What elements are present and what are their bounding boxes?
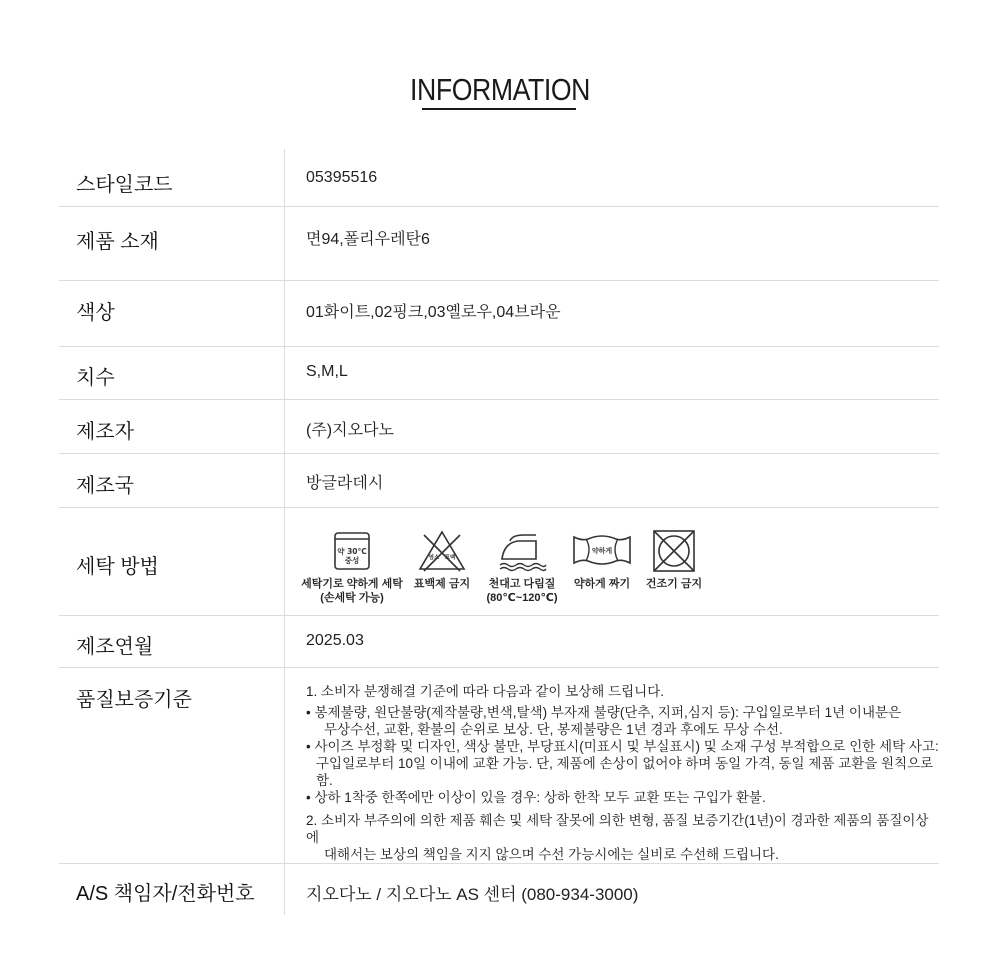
row-value: 면94,폴리우레탄6 <box>285 206 940 280</box>
gentle-wring-text: 약하게 <box>591 546 613 555</box>
info-table <box>59 149 939 915</box>
row-label: 세탁 방법 <box>59 507 285 615</box>
row-label: 제조국 <box>59 453 285 507</box>
guide-line: 구입일로부터 10일 이내에 교환 가능. 단, 제품에 손상이 없어야 하며 동일 가격, 동일 제품 교환을 원칙으로 함. <box>316 755 934 788</box>
care-caption: 세탁기로 약하게 세탁 <box>301 577 403 590</box>
row-label: 품질보증기준 <box>59 667 285 863</box>
title-underline <box>422 108 576 110</box>
table-row <box>59 399 939 453</box>
care-caption-sub: (손세탁 가능) <box>320 591 384 604</box>
table-row <box>59 149 939 206</box>
row-label: 제조자 <box>59 399 285 453</box>
guide-line: 1. 소비자 분쟁해결 기준에 따라 다음과 같이 보상해 드립니다. <box>306 683 664 699</box>
row-label: 색상 <box>59 280 285 346</box>
no-tumble-dry-icon <box>639 529 709 605</box>
care-caption: 약하게 짜기 <box>573 577 631 590</box>
care-caption: 건조기 금지 <box>645 577 703 590</box>
row-label: 치수 <box>59 346 285 399</box>
table-row <box>59 863 939 915</box>
table-row <box>59 206 939 280</box>
row-value: 방글라데시 <box>285 453 940 507</box>
table-row <box>59 453 939 507</box>
row-label: 스타일코드 <box>59 149 285 206</box>
guide-line: 무상수선, 교환, 환불의 순위로 보상. 단, 봉제불량은 1년 경과 후에도 무상 수선. <box>324 721 783 737</box>
table-row <box>59 667 939 863</box>
row-value: (주)지오다노 <box>285 399 940 453</box>
care-caption: 천대고 다림질 <box>488 577 556 590</box>
table-row <box>59 280 939 346</box>
row-value: 05395516 <box>285 149 940 206</box>
row-label: 제조연월 <box>59 615 285 667</box>
table-row <box>59 507 939 615</box>
row-label: 제품 소재 <box>59 206 285 280</box>
no-bleach-icon <box>405 529 479 605</box>
gentle-wring-icon <box>565 529 639 605</box>
no-bleach-chlorine-text: 염소 <box>428 554 440 561</box>
table-row <box>59 615 939 667</box>
row-label: A/S 책임자/전화번호 <box>59 863 285 915</box>
no-bleach-bleach-text: 표백 <box>444 554 456 561</box>
care-caption-sub: (80℃~120℃) <box>486 591 558 604</box>
row-value: S,M,L <box>285 346 940 399</box>
row-value: 2025.03 <box>285 615 940 667</box>
hand-wash-detergent-text: 중성 <box>344 555 360 565</box>
hand-wash-temp-text: 약 30°C <box>337 546 367 556</box>
guide-line: • 봉제불량, 원단불량(제작불량,변색,탈색) 부자재 불량(단추, 지퍼,심지 등): 구입일로부터 1년 이내분은 <box>306 704 902 720</box>
washing-icons <box>285 507 940 615</box>
table-row <box>59 346 939 399</box>
page-title: INFORMATION <box>410 72 590 107</box>
hand-wash-30-icon <box>299 529 405 605</box>
care-caption: 표백제 금지 <box>413 577 471 590</box>
guide-line: 대해서는 보상의 책임을 지지 않으며 수선 가능시에는 실비로 수선해 드립니다. <box>324 846 779 862</box>
guide-line: • 사이즈 부정확 및 디자인, 색상 불만, 부당표시(미표시 및 부실표시) 및 소재 구성 부적합으로 인한 세탁 사고: <box>306 738 939 754</box>
row-value: 01화이트,02핑크,03옐로우,04브라운 <box>285 280 940 346</box>
guide-line: • 상하 1착중 한쪽에만 이상이 있을 경우: 상하 한착 모두 교환 또는 구입가 환불. <box>306 789 766 805</box>
iron-over-cloth-icon <box>479 529 565 605</box>
row-value: 지오다노 / 지오다노 AS 센터 (080-934-3000) <box>306 884 639 904</box>
guide-line: 2. 소비자 부주의에 의한 제품 훼손 및 세탁 잘못에 의한 변형, 품질 보증기간(1년)이 경과한 제품의 품질이상에 <box>306 812 929 845</box>
header <box>0 0 1000 140</box>
quality-guide <box>285 667 940 863</box>
